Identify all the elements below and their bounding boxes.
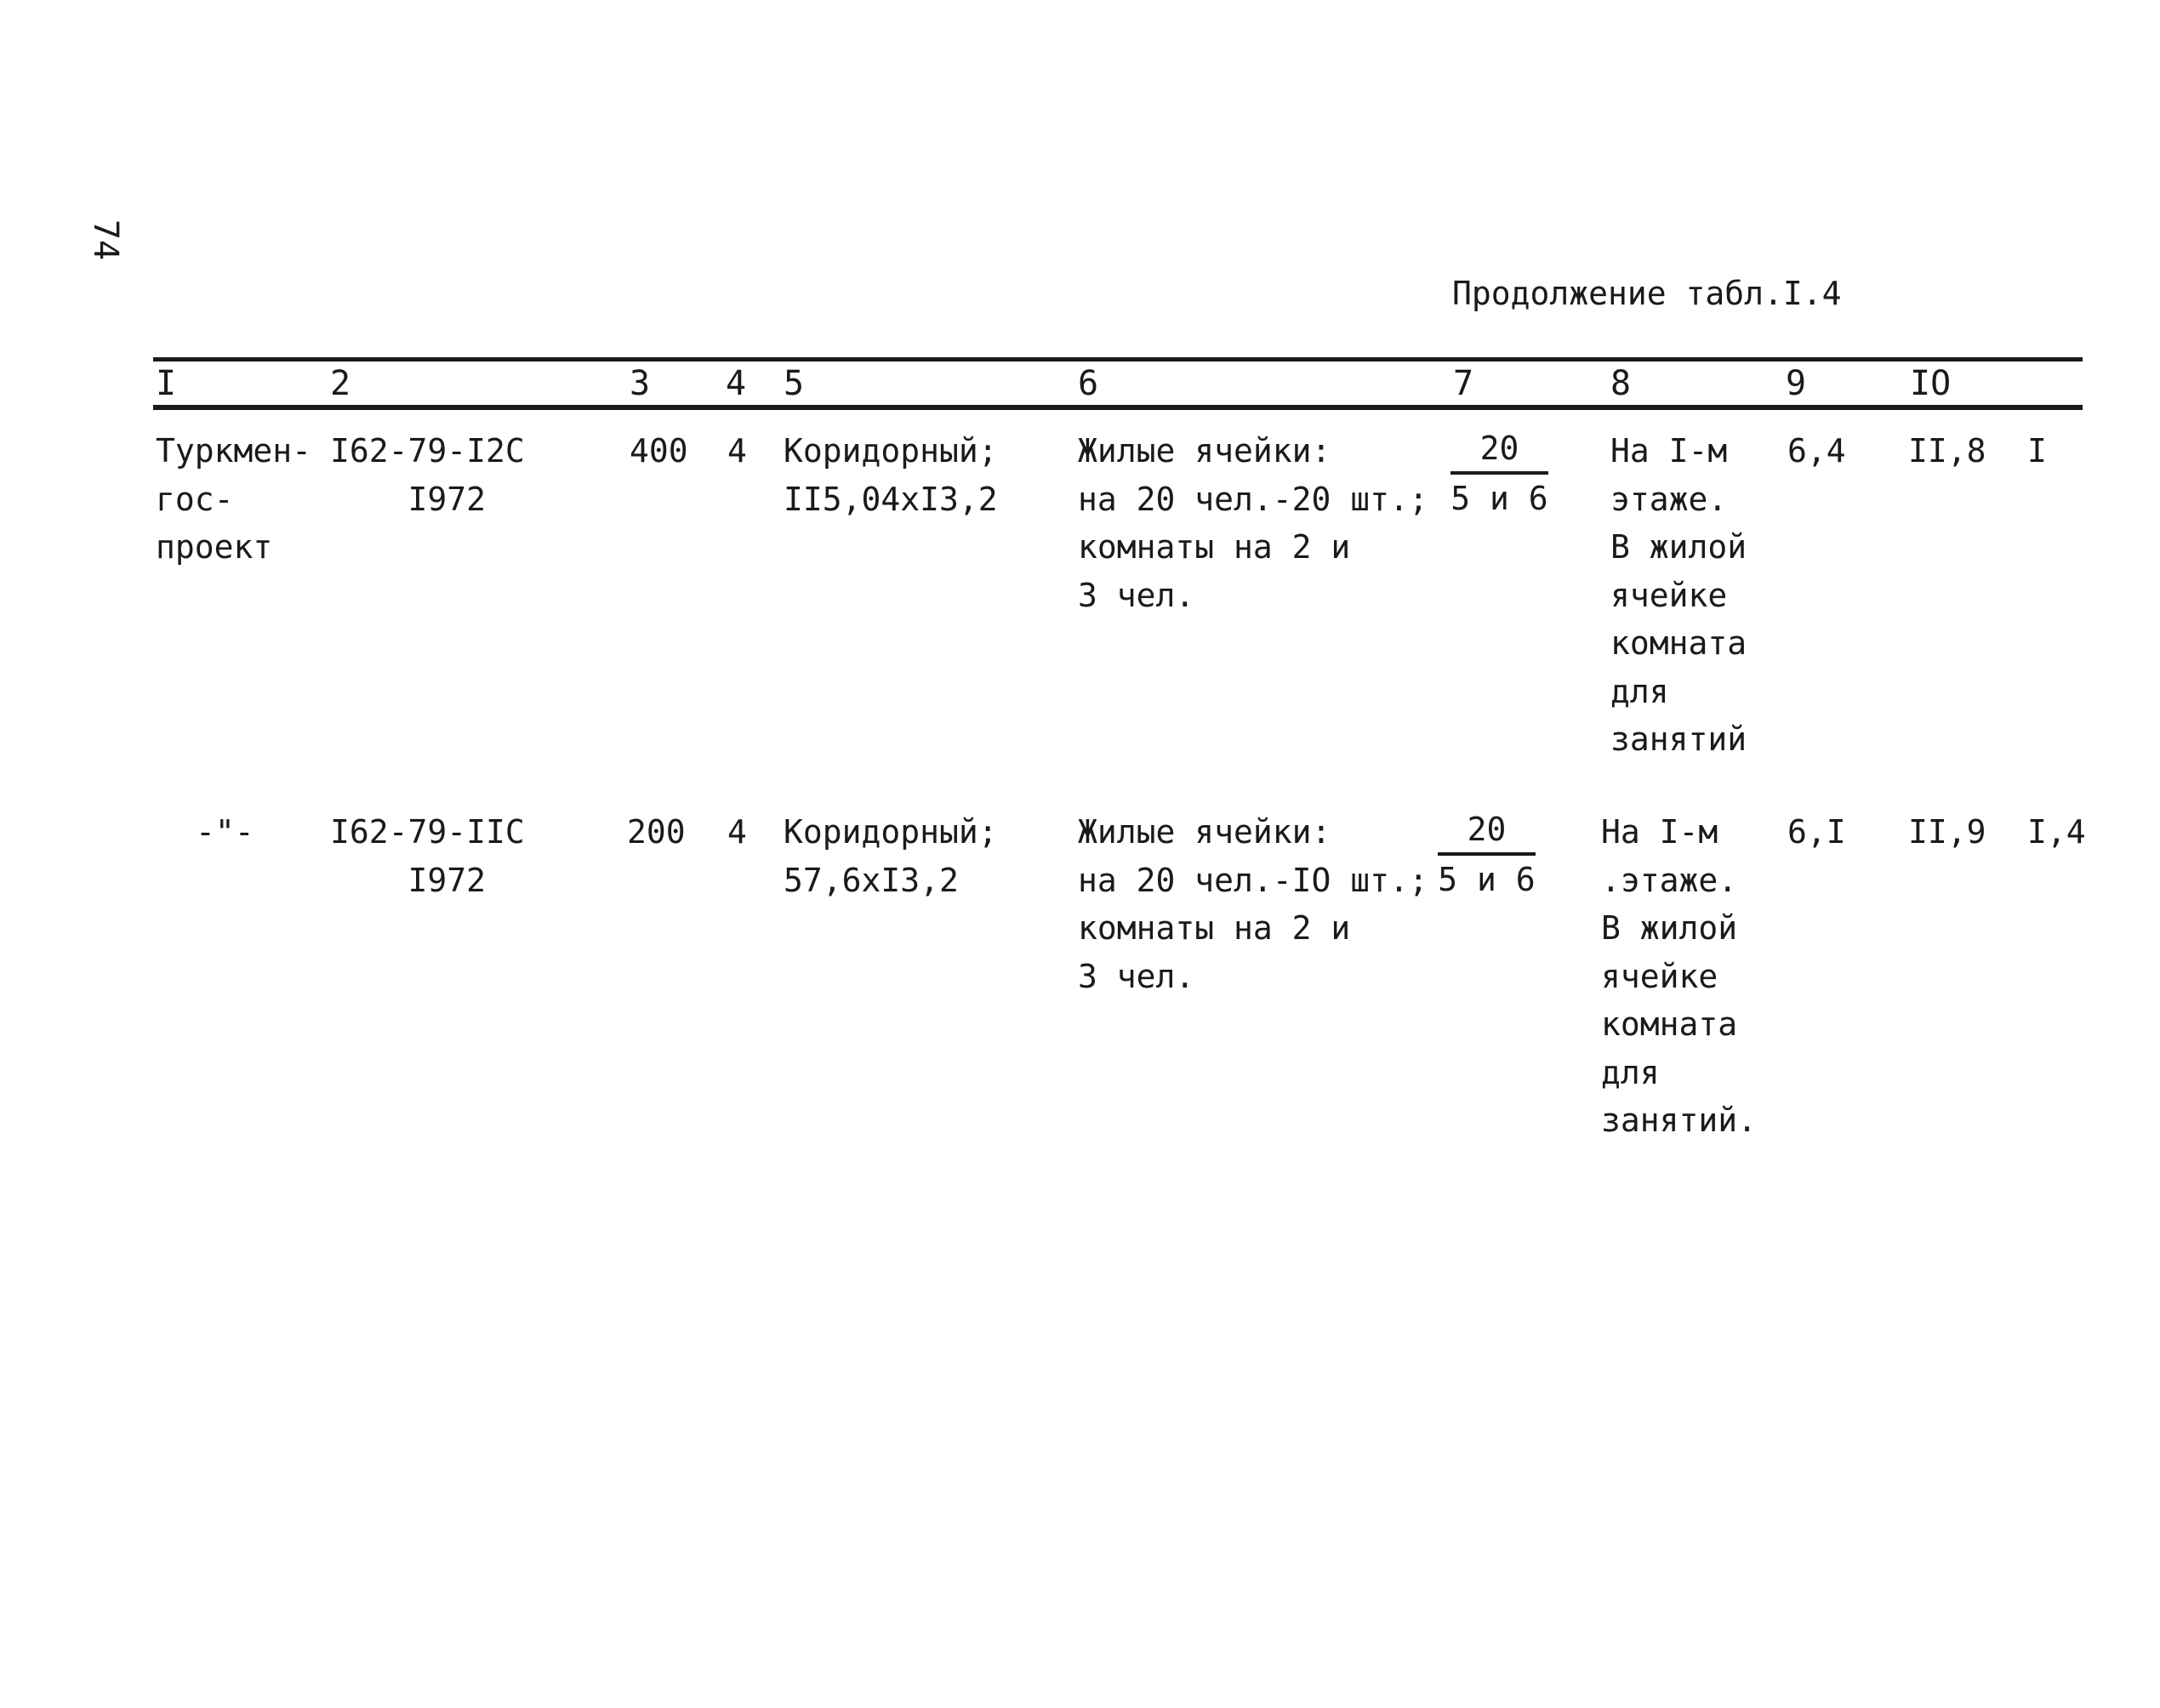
fraction-numerator: 20 bbox=[1438, 808, 1536, 856]
column-header-6: 6 bbox=[1078, 364, 1099, 403]
cell-composition: Жилые ячейки: на 20 чел.-IO шт.; комнаты на 2 и 3 чел. bbox=[1078, 813, 1428, 995]
cell-type: Коридорный; II5,04xI3,2 bbox=[784, 432, 998, 518]
cell-capacity: 400 bbox=[630, 432, 688, 470]
table-caption: Продолжение табл.I.4 bbox=[1452, 275, 1842, 312]
cell-project: I62-79-IIC I972 bbox=[330, 813, 525, 899]
cell-fraction bbox=[1433, 808, 1540, 903]
column-header-7: 7 bbox=[1453, 364, 1474, 403]
column-header-3: 3 bbox=[630, 364, 651, 403]
cell-col11: I,4 bbox=[2027, 813, 2086, 851]
cell-fraction bbox=[1446, 427, 1553, 522]
cell-type: Коридорный; 57,6xI3,2 bbox=[784, 813, 998, 899]
table-top-rule bbox=[153, 357, 2083, 362]
cell-floors: 4 bbox=[727, 432, 747, 470]
cell-floors: 4 bbox=[727, 813, 747, 851]
cell-col11: I bbox=[2027, 432, 2047, 470]
cell-project: I62-79-I2C I972 bbox=[330, 432, 525, 518]
column-header-1: I bbox=[156, 364, 177, 403]
fraction-denominator: 5 и 6 bbox=[1438, 861, 1536, 898]
cell-note: На I-м этаже. В жилой ячейке комната для занятий bbox=[1610, 432, 1747, 758]
page-number: 74 bbox=[86, 219, 126, 261]
cell-col9: 6,I bbox=[1787, 813, 1846, 851]
cell-col10: II,8 bbox=[1908, 432, 1986, 470]
cell-organization: Туркмен- гос- проект bbox=[156, 432, 312, 566]
column-header-5: 5 bbox=[784, 364, 805, 403]
cell-composition: Жилые ячейки: на 20 чел.-20 шт.; комнаты на 2 и 3 чел. bbox=[1078, 432, 1428, 614]
fraction-numerator: 20 bbox=[1450, 427, 1548, 475]
cell-col10: II,9 bbox=[1908, 813, 1986, 851]
column-header-2: 2 bbox=[330, 364, 351, 403]
fraction-denominator: 5 и 6 bbox=[1450, 480, 1548, 517]
cell-note: На I-м .этаже. В жилой ячейке комната для занятий. bbox=[1601, 813, 1758, 1139]
cell-capacity: 200 bbox=[627, 813, 686, 851]
column-header-8: 8 bbox=[1610, 364, 1632, 403]
column-header-4: 4 bbox=[726, 364, 747, 403]
column-header-9: 9 bbox=[1786, 364, 1807, 403]
column-header-10: IO bbox=[1910, 364, 1952, 403]
cell-col9: 6,4 bbox=[1787, 432, 1846, 470]
cell-organization: -"- bbox=[196, 813, 254, 851]
table-header-rule bbox=[153, 405, 2083, 410]
